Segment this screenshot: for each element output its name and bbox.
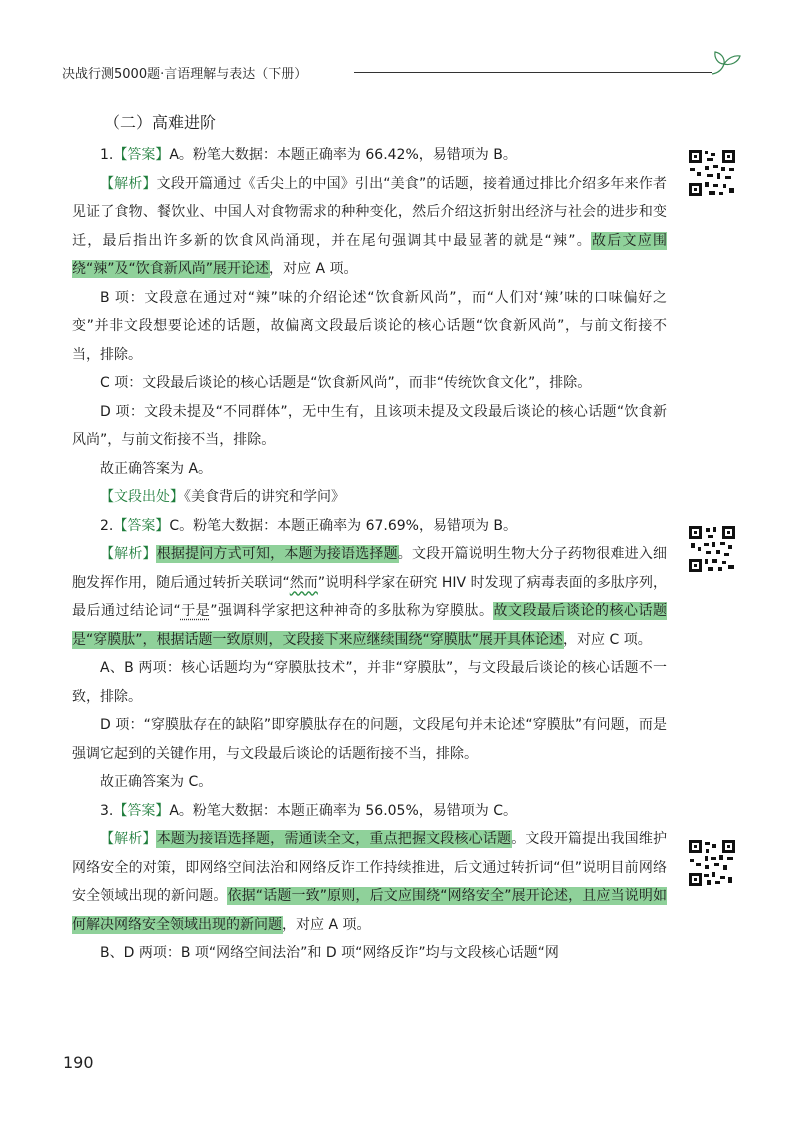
highlighted-text: 故文段最后谈论的核心话题是“穿膜肽”，根据话题一致原则，文段接下来应继续围绕“穿膜肽”展开具体论述 — [72, 603, 667, 648]
analysis-text: 。文段开篇说明生物大分子药物很难进入细胞发挥作用，随后通过转折关联词“ — [72, 546, 668, 591]
analysis-text: ”强调科学家把这种神奇的多肽称为穿膜肽。 — [210, 603, 494, 619]
analysis-text: ”说明科学家在研究 HIV 时发现了病毒表面的多肽序列，最后通过结论词“ — [72, 574, 667, 619]
q1-option-c: C 项：文段最后谈论的核心话题是“饮食新风尚”，而非“传统饮食文化”，排除。 — [100, 375, 592, 391]
q2-conclusion: 故正确答案为 C。 — [100, 774, 213, 790]
running-header-title: 决战行测5000题·言语理解与表达（下册） — [62, 67, 308, 82]
q3-option-bd: B、D 两项：B 项“网络空间法治”和 D 项“网络反诈”均与文段核心话题“网 — [100, 945, 559, 961]
source-text: 《美食背后的讲究和学问》 — [184, 489, 345, 505]
analysis-label: 【解析】 — [100, 175, 157, 192]
q2-analysis — [72, 540, 667, 654]
analysis-text: 。文段开篇提出我国维护网络安全的对策，即网络空间法治和网络反诈工作持续推进，后文通过转折词“但”说明目前网络安全领域出现的新问题。 — [72, 831, 668, 904]
highlighted-text: 根据提问方式可知，本题为接语选择题 — [156, 546, 398, 562]
q1-source — [72, 483, 667, 512]
keyword-underlined: 然而 — [289, 574, 318, 591]
keyword-underlined: 于是 — [180, 603, 211, 619]
answer-text: C。粉笔大数据：本题正确率为 67.69%，易错项为 B。 — [169, 517, 518, 534]
analysis-text: ，对应 A 项。 — [269, 261, 358, 277]
source-label: 【文段出处】 — [100, 489, 184, 505]
analysis-text: ，对应 C 项。 — [563, 631, 652, 648]
answer-explanations — [72, 141, 667, 968]
highlighted-text: 依据“话题一致”原则，后文应围绕“网络安全”展开论述，且应当说明如何解决网络安全领域出现的新问题 — [72, 888, 667, 933]
q2-option-d: D 项：“穿膜肽存在的缺陷”即穿膜肽存在的问题，文段尾句并未论述“穿膜肽”有问题，而是强调它起到的关键作用，与文段最后谈论的话题衔接不当，排除。 — [72, 717, 667, 762]
answer-label: 【答案】 — [113, 147, 170, 163]
answer-text: A。粉笔大数据：本题正确率为 66.42%，易错项为 B。 — [169, 147, 517, 163]
answer-text: A。粉笔大数据：本题正确率为 56.05%，易错项为 C。 — [169, 802, 517, 819]
analysis-text: ，对应 A 项。 — [282, 916, 371, 933]
qr-code-icon[interactable] — [687, 148, 737, 198]
analysis-text: 文段开篇通过《舌尖上的中国》引出“美食”的话题，接着通过排比介绍多年来作者见证了食物、餐饮业、中国人对食物需求的种种变化，然后介绍这折射出经济与社会的进步和变迁，最后指出许多新的饮食风尚涌现，并在尾句强调其中最显著的就是“辣”。 — [72, 175, 667, 249]
header-rule — [354, 72, 712, 73]
answer-label: 【答案】 — [113, 517, 170, 534]
q1-option-b: B 项：文段意在通过对“辣”味的介绍论述“饮食新风尚”，而“人们对‘辣’味的口味偏好之变”并非文段想要论述的话题，故偏离文段最后谈论的核心话题“饮食新风尚”，与前文衔接不当，排除。 — [72, 289, 667, 363]
q2-answer — [72, 512, 667, 541]
q2-option-ab: A、B 两项：核心话题均为“穿膜肽技术”，并非“穿膜肽”，与文段最后谈论的核心话题不一致，排除。 — [72, 660, 667, 705]
q1-conclusion: 故正确答案为 A。 — [100, 460, 213, 477]
analysis-label: 【解析】 — [100, 831, 157, 847]
question-number: 2. — [100, 517, 114, 534]
highlighted-text: 故后文应围绕“辣”及“饮食新风尚”展开论述 — [72, 232, 667, 277]
q1-analysis — [72, 170, 667, 284]
analysis-label: 【解析】 — [100, 546, 157, 562]
section-title: （二）高难进阶 — [104, 113, 217, 132]
q1-option-d: D 项：文段未提及“不同群体”，无中生有，且该项未提及文段最后谈论的核心话题“饮食新风尚”，与前文衔接不当，排除。 — [72, 403, 667, 448]
highlighted-text: 本题为接语选择题，需通读全文，重点把握文段核心话题 — [156, 831, 512, 847]
answer-label: 【答案】 — [113, 802, 170, 819]
page-number: 190 — [63, 1053, 94, 1072]
qr-code-icon[interactable] — [687, 524, 737, 574]
sprout-icon — [706, 44, 746, 78]
qr-code-icon[interactable] — [687, 838, 737, 888]
q3-analysis — [72, 825, 667, 939]
q1-answer — [72, 141, 667, 170]
question-number: 1. — [100, 147, 114, 163]
question-number: 3. — [100, 802, 114, 819]
q3-answer — [72, 797, 667, 826]
